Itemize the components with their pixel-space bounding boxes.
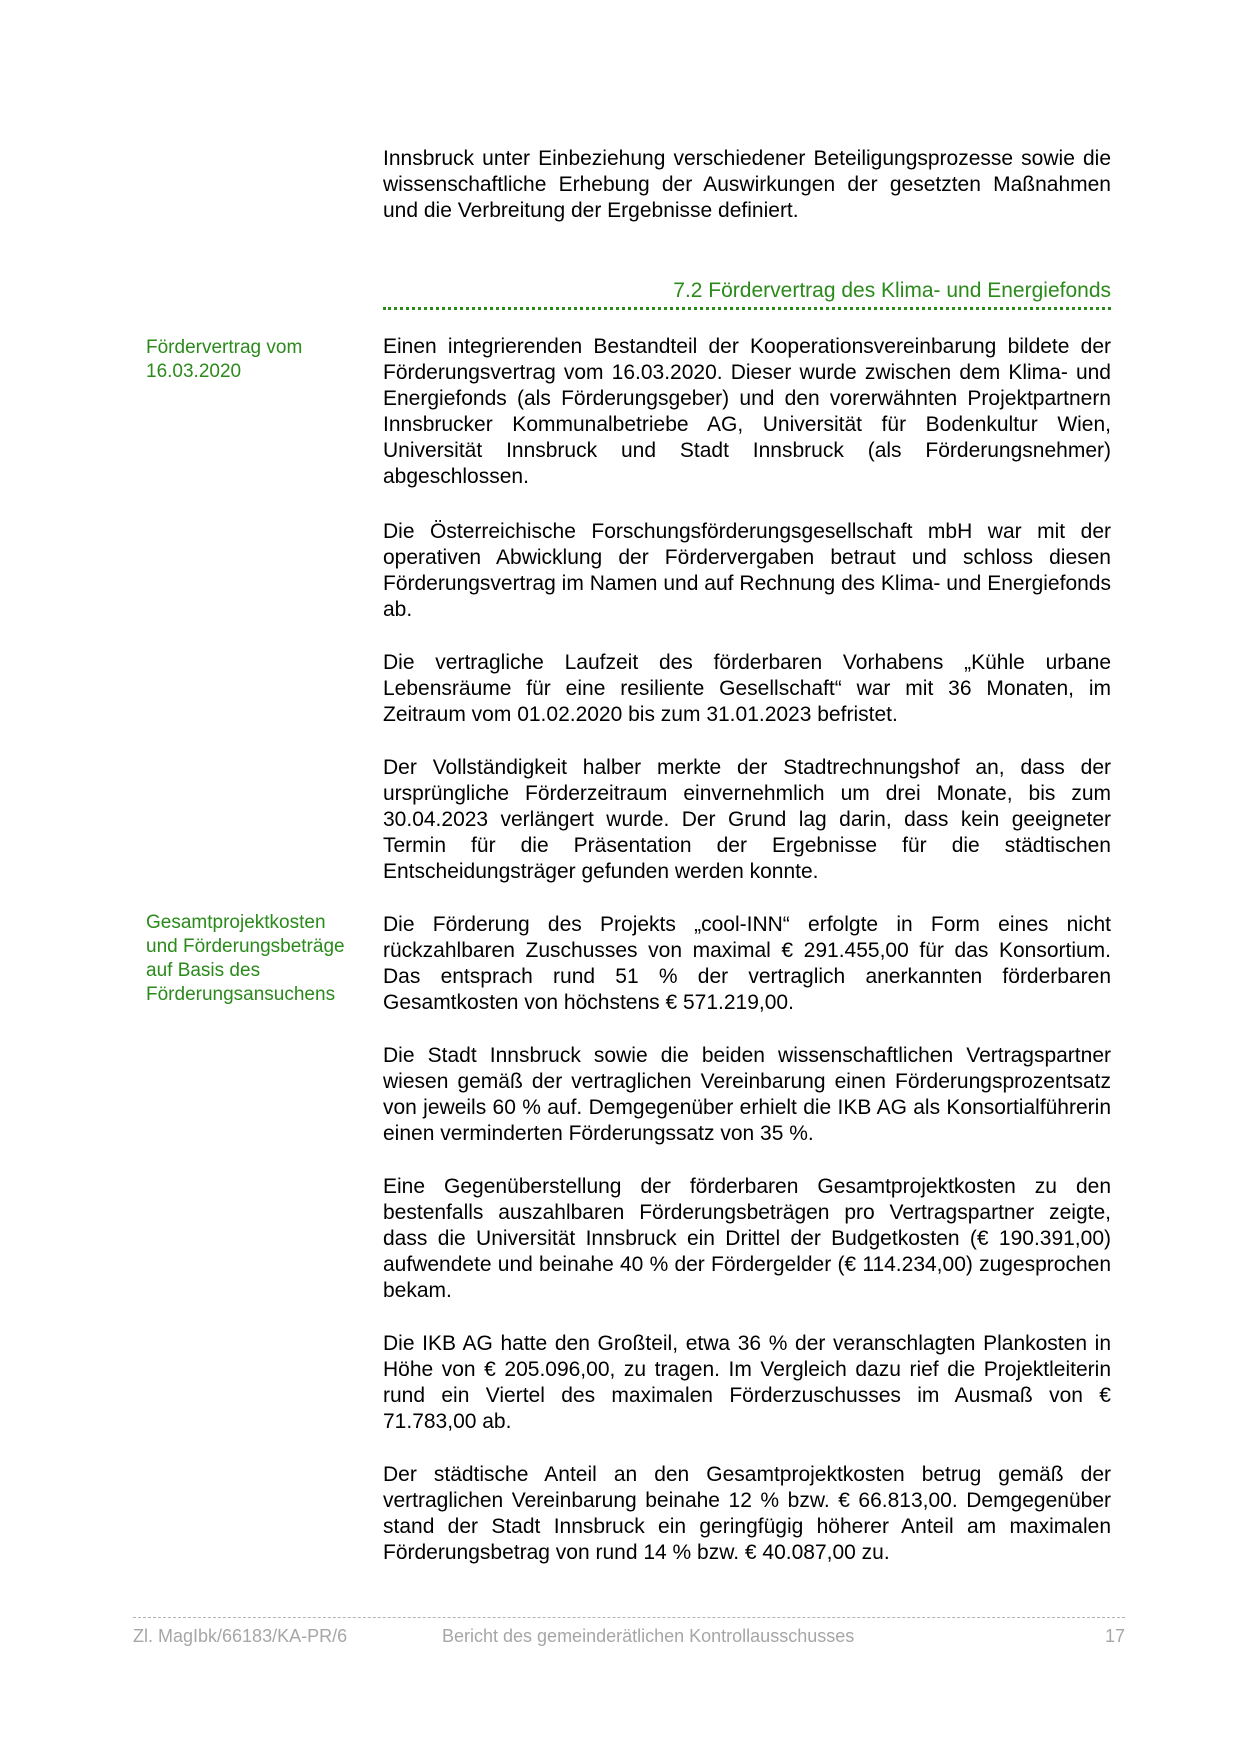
margin-note-gesamtprojektkosten: Gesamtprojektkosten und Förderungsbeträge auf Basis des Förderungsansuchens	[146, 912, 345, 1005]
paragraph-8: Die IKB AG hatte den Großteil, etwa 36 % der veranschlagten Plankosten in Höhe von € 205.096,00, zu tragen. Im Vergleich dazu rief die Projektleiterin rund ein Viertel des maximalen Förderzuschusses im Ausmaß von € 71.783,00 ab.	[383, 1332, 1111, 1433]
paragraph-9: Der städtische Anteil an den Gesamtprojektkosten betrug gemäß der vertraglichen Vereinbarung beinahe 12 % bzw. € 66.813,00. Demgegenüber stand der Stadt Innsbruck ein geringfügig höherer Anteil am maximalen Förderungsbetrag von rund 14 % bzw. € 40.087,00 zu.	[383, 1463, 1111, 1564]
footer-page-number: 17	[1104, 1626, 1125, 1646]
paragraph-5: Die Förderung des Projekts „cool-INN“ erfolgte in Form eines nicht rückzahlbaren Zuschusses von maximal € 291.455,00 für das Konsortium. Das entsprach rund 51 % der vertraglich anerkannten förderbaren Gesamtkosten von höchstens € 571.219,00.	[383, 913, 1111, 1014]
paragraph-6: Die Stadt Innsbruck sowie die beiden wissenschaftlichen Vertragspartner wiesen gemäß der vertraglichen Vereinbarung einen Förderungsprozentsatz von jeweils 60 % auf. Demgegenüber erhielt die IKB AG als Konsortialführerin einen verminderten Förderungssatz von 35 %.	[383, 1044, 1111, 1145]
section-heading: 7.2 Fördervertrag des Klima- und Energiefonds	[673, 279, 1111, 302]
paragraph-2: Die Österreichische Forschungsförderungsgesellschaft mbH war mit der operativen Abwicklung der Fördervergaben betraut und schloss diesen Förderungsvertrag im Namen und auf Rechnung des Klima- und Energiefonds ab.	[383, 520, 1111, 621]
paragraph-7: Eine Gegenüberstellung der förderbaren Gesamtprojektkosten zu den bestenfalls auszahlbaren Förderungsbeträgen pro Vertragspartner zeigte, dass die Universität Innsbruck ein Drittel der Budgetkosten (€ 190.391,00) aufwendete und beinahe 40 % der Fördergelder (€ 114.234,00) zugesprochen bekam.	[383, 1175, 1111, 1302]
intro-paragraph: Innsbruck unter Einbeziehung verschiedener Beteiligungsprozesse sowie die wissenschaftliche Erhebung der Auswirkungen der gesetzten Maßnahmen und die Verbreitung der Ergebnisse definiert.	[383, 147, 1111, 222]
paragraph-3: Die vertragliche Laufzeit des förderbaren Vorhabens „Kühle urbane Lebensräume für eine resiliente Gesellschaft“ war mit 36 Monaten, im Zeitraum vom 01.02.2020 bis zum 31.01.2023 befristet.	[383, 651, 1111, 726]
section-divider	[383, 307, 1111, 310]
footer-reference: Zl. MagIbk/66183/KA-PR/6	[133, 1626, 348, 1646]
paragraph-4: Der Vollständigkeit halber merkte der Stadtrechnungshof an, dass der ursprüngliche Förderzeitraum einvernehmlich um drei Monate, bis zum 30.04.2023 verlängert wurde. Der Grund lag darin, dass kein geeigneter Termin für die Präsentation der Ergebnisse für die städtischen Entscheidungsträger gefunden werden konnte.	[383, 756, 1111, 883]
footer-report-title: Bericht des gemeinderätlichen Kontrollausschusses	[442, 1626, 855, 1646]
footer-divider	[133, 1617, 1125, 1618]
margin-note-foerdervertrag: Fördervertrag vom 16.03.2020	[146, 337, 303, 382]
paragraph-1: Einen integrierenden Bestandteil der Kooperationsvereinbarung bildete der Förderungsvertrag vom 16.03.2020. Dieser wurde zwischen dem Klima- und Energiefonds (als Förderungsgeber) und den vorerwähnten Projektpartnern Innsbrucker Kommunalbetriebe AG, Universität für Bodenkultur Wien, Universität Innsbruck und Stadt Innsbruck (als Förderungsnehmer) abgeschlossen.	[383, 335, 1111, 488]
